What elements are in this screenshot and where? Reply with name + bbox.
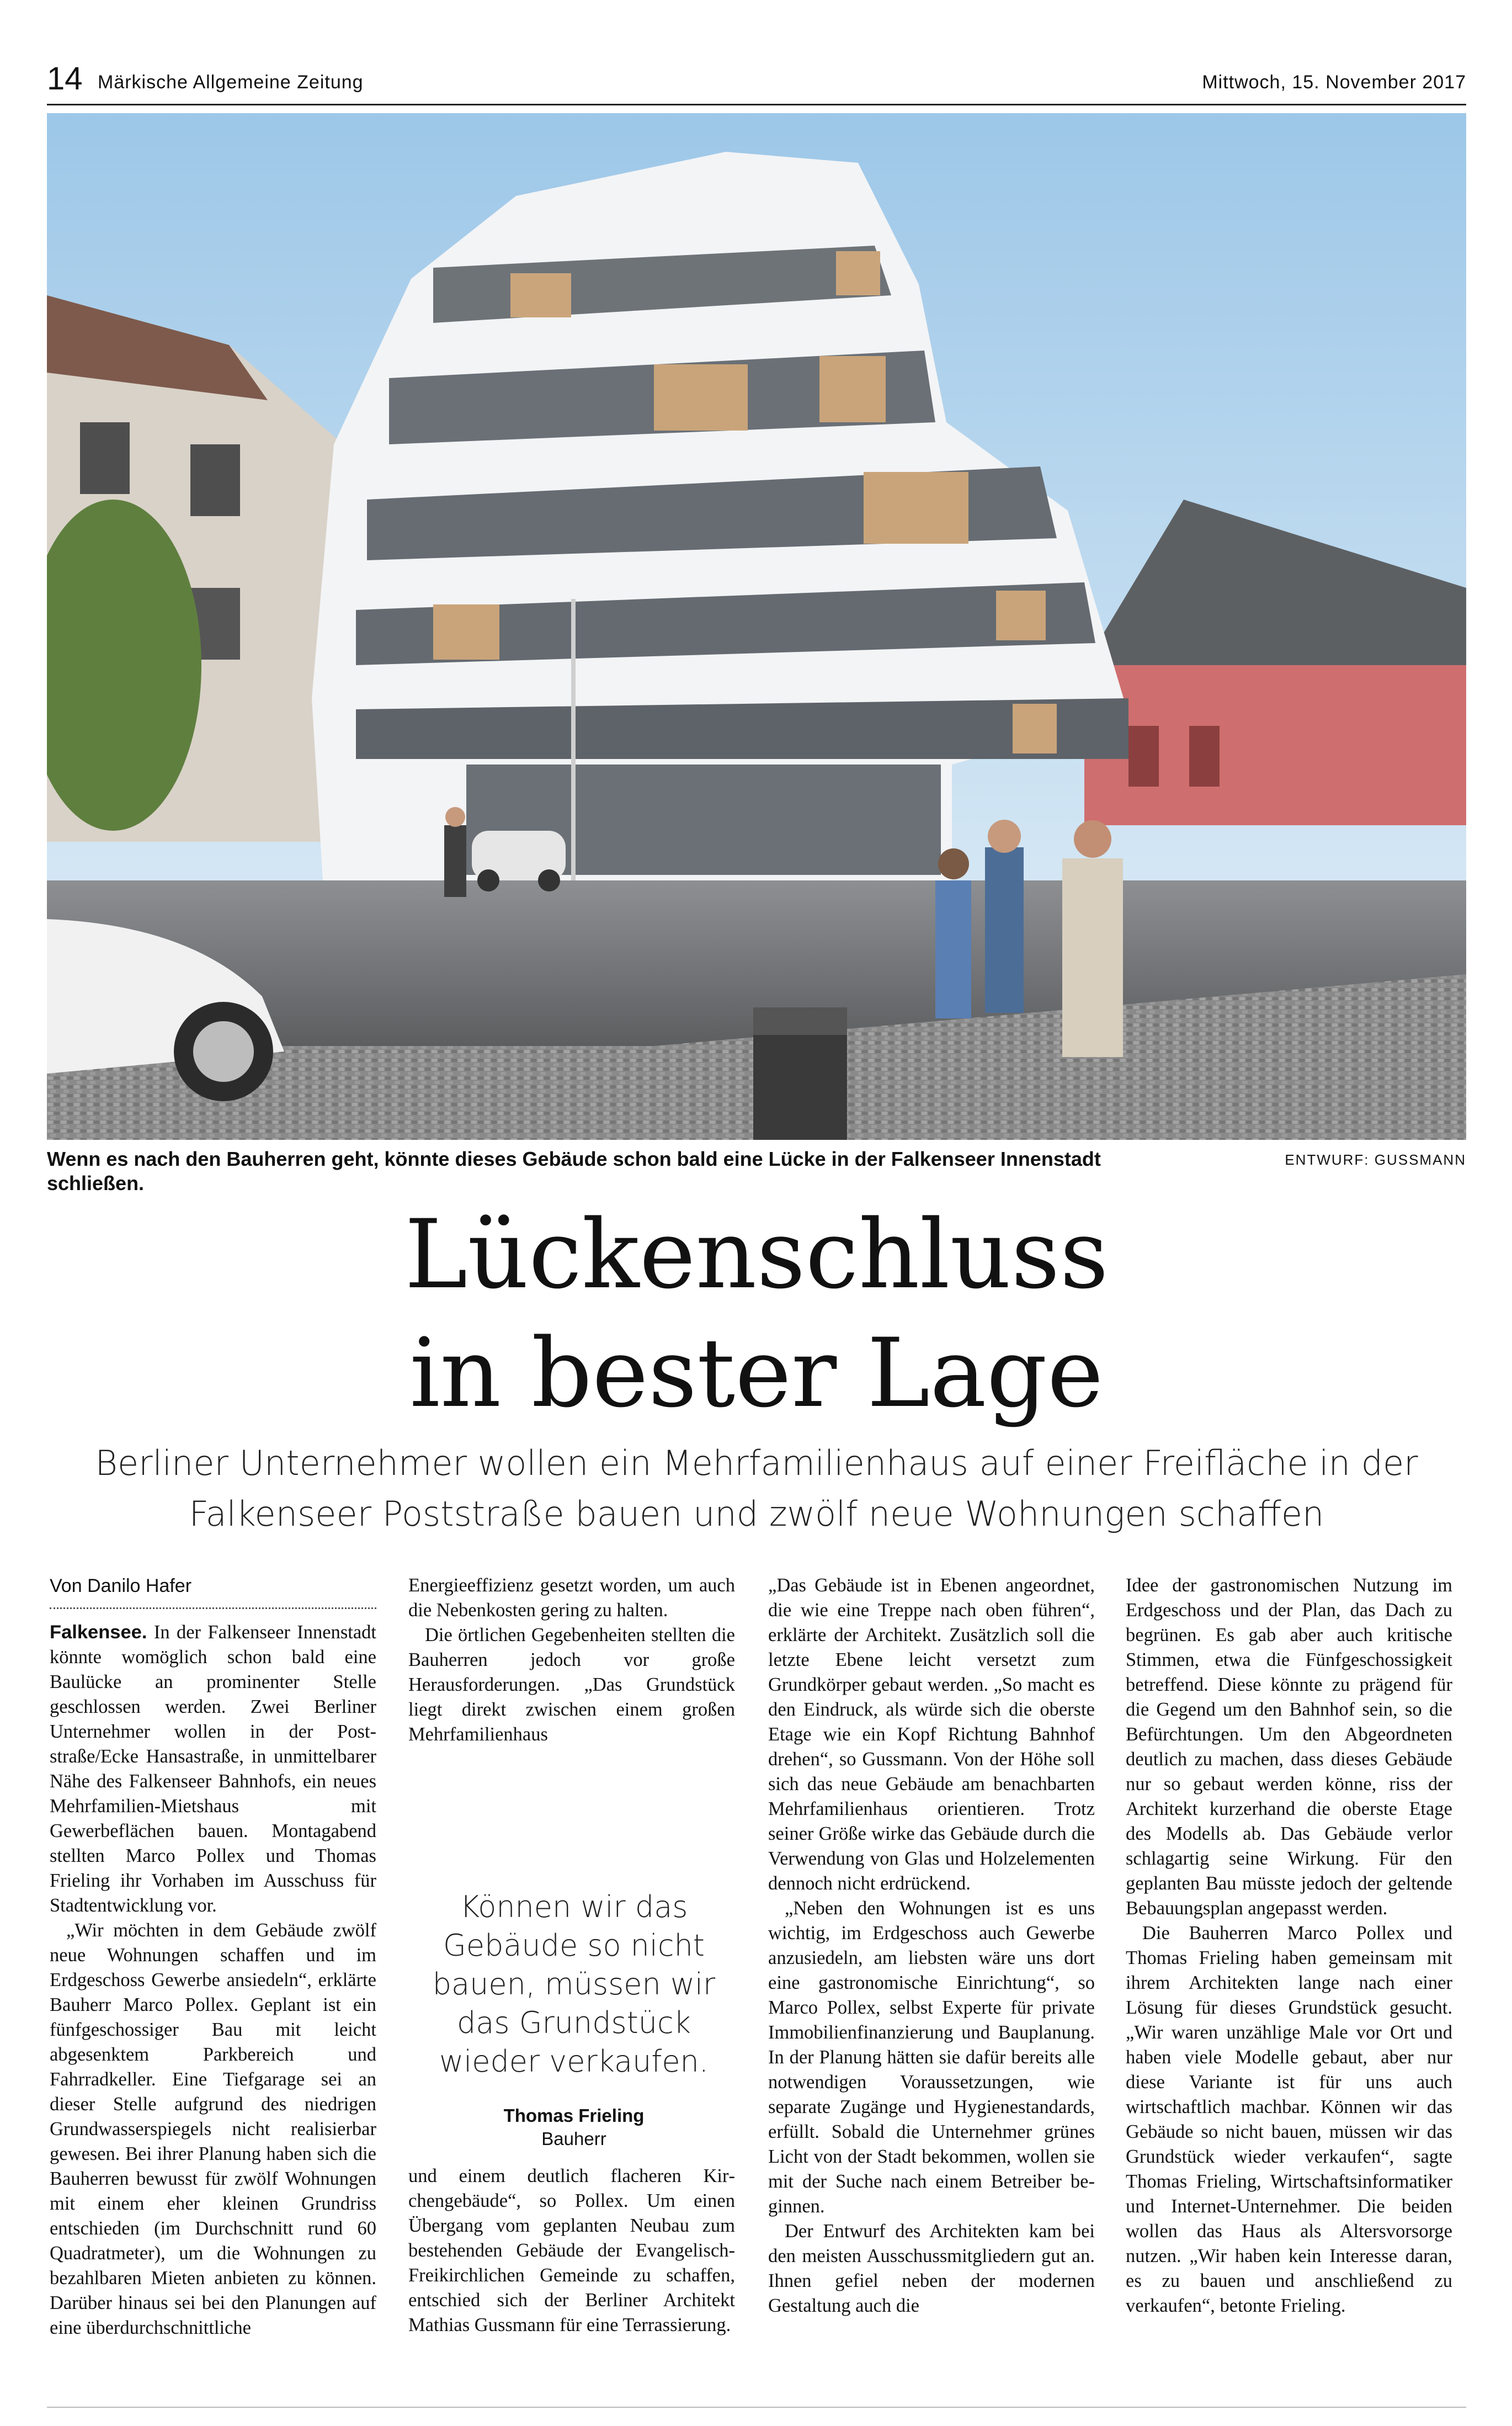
article-paragraph: „Neben den Wohnungen ist es uns wichtig, im Erdgeschoss auch Gewerbe anzusiedeln, am liebsten wäre uns dort eine gastronomische Einrichtung“, so Marco Pollex, selbst Experte für private Immobilienfinanzierung und Bauplanung. In der Planung hätten sie dafür bereits alle notwendigen Voraussetzungen, wie separate Zugänge und Hygienestandards, erfüllt. Sobald die Unternehmer grünes Licht von der Stadt bekommen, wollen sie mit der Suche nach einem Betreiber beginnen. [768,1898,1095,2217]
subheadline-line: Falkenseer Poststraße bauen und zwölf neue Wohnungen schaffen [189,1494,1324,1534]
building-rendering-image [47,113,1466,1140]
dateline: Falkensee. [50,1622,147,1643]
headline-line: in bester Lage [409,1318,1104,1429]
article-paragraph: Die örtlichen Gegebenheiten stellten die Bauherren jedoch vor große Herausforderungen. „Das Grundstück liegt direkt zwischen einem großen Mehrfamilienhaus [408,1625,735,1745]
masthead [47,60,1466,98]
masthead-rule [47,104,1466,105]
issue-date: Mittwoch, 15. November 2017 [1202,72,1466,93]
author-byline: Von Danilo Hafer [50,1573,376,1609]
page-number: 14 [47,61,83,97]
pull-quote-speaker: Thomas Frieling [503,2105,645,2126]
pull-quote-line: Können wir das [460,1889,688,1924]
article-paragraph [50,1620,376,1918]
pull-quote-line: bauen, müssen wir [432,1967,716,2002]
article-column-2-continued [408,2164,735,2338]
article-column-4 [1126,1573,1452,2318]
article-photo [47,113,1466,1140]
headline-line: Lückenschluss [404,1199,1109,1310]
article-column-1 [50,1573,376,2340]
article-paragraph: Idee der gastronomischen Nutzung im Erdgeschoss und der Plan, das Dach zu begrünen. Es gab aber auch kritische Stimmen, etwa die Fünfgeschossigkeit betreffend. Diese könnte zu prägend für die Gegend um den Bahnhof sein, so die Befürchtungen. Um den Abgeordneten deutlich zu machen, dass dieses Gebäude nur so gebaut werden könne, riss der Architekt kurzerhand die oberste Etage des Modells ab. Das Gebäude verlor schlagartig seine Wirkung. Für den geplanten Bau müsste jedoch der geltende Bebauungsplan angepasst werden. [1126,1575,1452,1919]
subheadline [47,1438,1466,1540]
article-paragraph: Der Entwurf des Architekten kam bei den meisten Ausschussmitgliedern gut an. Ihnen gefiel neben der modernen Gestaltung auch die [768,2221,1095,2316]
article-paragraph-text: In der Falkenseer Innenstadt könnte womöglich schon bald eine Baulücke an prominenter Stelle geschlossen werden. Zwei Berliner Unternehmer wollen in der Poststraße/Ecke Hansastraße, in unmittelbarer Nähe des Falkenseer Bahnhofs, ein neues Mehrfamilien-Mietshaus mit Gewerbeflächen bauen. Montagabend stellten Marco Pollex und Thomas Frieling ihr Vorhaben im Ausschuss für Stadtentwicklung vor. [50,1622,376,1916]
article-paragraph: „Wir möchten in dem Gebäude zwölf neue Wohnungen schaffen und im Erdgeschoss Gewerbe ansiedeln“, erklärte Bauherr Marco Pollex. Geplant ist ein fünfgeschossiger Bau mit leicht abgesenktem Parkbereich und Fahrradkeller. Eine Tiefgarage sei an dieser Stelle aufgrund des niedrigen Grundwasserspiegels nicht realisierbar gewesen. Bei ihrer Planung haben sich die Bauherren bewusst für zwölf Wohnungen mit einem eher kleinen Grundriss entschieden (im Durchschnitt rund 60 Quadratmeter), um die Wohnungen zu bezahlbaren Mieten anbieten zu können. Darüber hinaus sei bei den Planungen auf eine überdurchschnittliche [50,1920,376,2338]
article-column-3 [768,1573,1095,2318]
article-paragraph: Die Bauherren Marco Pollex und Thomas Frieling haben gemeinsam mit ihrem Architekten lange nach einer Lösung für dieses Grundstück gesucht. „Wir waren unzählige Male vor Ort und haben viele Modelle gebaut, aber nur diese Variante ist für uns auch wirtschaftlich machbar. Können wir das Gebäude so nicht bauen, müssen wir das Grundstück wieder verkaufen“, sagte Thomas Frieling, Wirtschaftsinformatiker und Internet-Unternehmer. Die beiden wollen das Haus als Altersvorsorge nutzen. „Wir haben kein Interesse daran, es zu bauen und anschließend zu verkaufen“, betonte Frieling. [1126,1923,1452,2316]
photo-caption: Wenn es nach den Bauherren geht, könnte dieses Gebäude schon bald eine Lücke in der Falkenseer Innenstadt schließen. [47,1148,1101,1195]
pull-quote-line: Gebäude so nicht [443,1928,705,1963]
article-paragraph: und einem deutlich flacheren Kirchengebäude“, so Pollex. Um einen Übergang vom geplanten Neubau zum bestehenden Gebäude der Evangelisch-Freikirchlichen Gemeinde zu schaffen, entschied sich der Berliner Architekt Mathias Gussmann für eine Terrassierung. [408,2165,735,2335]
pull-quote-text [414,1888,734,2081]
pull-quote [414,1888,734,2151]
article-paragraph: „Das Gebäude ist in Ebenen angeordnet, die wie eine Treppe nach oben führen“, erklärte der Architekt. Zusätzlich soll die letzte Ebene leicht versetzt zum Grundkörper gebaut werden. „So macht es den Eindruck, als würde sich die oberste Etage wie ein Kopf Richtung Bahnhof drehen“, so Gussmann. Von der Höhe soll sich das neue Gebäude am benachbarten Mehrfamilienhaus orientieren. Trotz seiner Größe wirke das Gebäude durch die Verwendung von Glas und Holzelementen dennoch nicht erdrückend. [768,1575,1095,1894]
newspaper-name: Märkische Allgemeine Zeitung [98,72,364,93]
subheadline-line: Berliner Unternehmer wollen ein Mehrfamilienhaus auf einer Freifläche in der [95,1443,1418,1483]
headline [47,1195,1466,1432]
footer-rule [47,2407,1466,2408]
article-paragraph: Energieeffizienz gesetzt worden, um auch die Nebenkosten gering zu halten. [408,1575,735,1621]
photo-credit: ENTWURF: GUSSMANN [1285,1151,1466,1168]
pull-quote-role: Bauherr [541,2128,606,2149]
pull-quote-line: das Grundstück [457,2005,691,2040]
pull-quote-line: wieder verkaufen. [439,2044,709,2079]
